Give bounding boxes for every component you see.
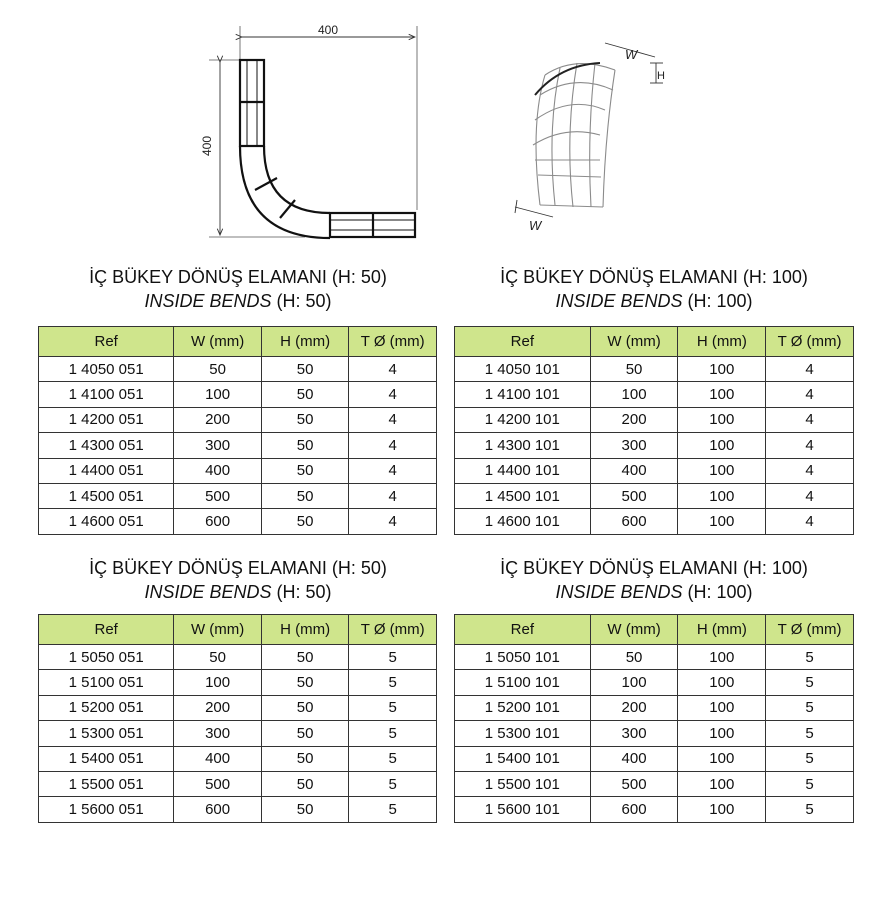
table-cell: 1 4500 051 [39,483,174,508]
table-cell: 50 [261,458,349,483]
table-cell: 1 5400 101 [455,746,591,771]
table-row [39,483,437,508]
column-header: H (mm) [678,327,766,357]
table-cell: 5 [766,746,854,771]
table-cell: 1 4600 101 [455,509,591,534]
table-cell: 5 [766,695,854,720]
table-cell: 5 [766,797,854,822]
table-row [455,509,854,534]
table-cell: 50 [590,357,678,382]
table-cell: 100 [678,645,766,670]
column-header: H (mm) [678,615,766,645]
table-row [455,407,854,432]
column-header: T Ø (mm) [349,327,437,357]
column-header: Ref [455,327,591,357]
table-row [39,382,437,407]
table-cell: 5 [766,645,854,670]
table-cell: 50 [174,357,262,382]
table-cell: 4 [766,509,854,534]
table-cell: 600 [590,509,678,534]
table-cell: 1 4200 051 [39,407,174,432]
isometric-wire-bend-drawing [505,35,675,235]
table-row [455,433,854,458]
table-cell: 300 [174,433,262,458]
table-row [39,509,437,534]
table-cell: 100 [678,407,766,432]
section-title: İÇ BÜKEY DÖNÜŞ ELAMANI (H: 100) [500,267,808,287]
table-cell: 1 4050 051 [39,357,174,382]
column-header: Ref [455,615,591,645]
table-cell: 200 [590,695,678,720]
table-cell: 50 [174,645,262,670]
table-cell: 100 [590,382,678,407]
table-cell: 1 5300 101 [455,721,591,746]
header-row [455,327,854,357]
table-cell: 100 [174,382,262,407]
plan-view-drawing [195,20,435,245]
table-cell: 100 [678,357,766,382]
table-cell: 1 5200 101 [455,695,591,720]
spec-table-4 [454,614,854,823]
section-subtitle-italic: INSIDE BENDS [555,291,683,311]
w-top-label: W [625,47,638,62]
table-cell: 4 [766,483,854,508]
table-cell: 4 [766,407,854,432]
column-header: Ref [39,615,174,645]
table-row [455,721,854,746]
table-cell: 500 [174,483,262,508]
section-caption-2 [453,265,855,313]
table-row [455,458,854,483]
table-cell: 4 [349,509,437,534]
table-cell: 100 [678,721,766,746]
table-cell: 1 5100 051 [39,670,174,695]
table-cell: 500 [174,771,262,796]
table-cell: 1 4500 101 [455,483,591,508]
table-cell: 1 4050 101 [455,357,591,382]
table-cell: 300 [174,721,262,746]
table-cell: 200 [174,695,262,720]
section-subtitle-italic: INSIDE BENDS [144,291,272,311]
column-header: H (mm) [261,327,349,357]
table-row [39,721,437,746]
table-cell: 4 [349,382,437,407]
section-subtitle-rest: (H: 100) [682,582,753,602]
table-cell: 100 [678,695,766,720]
table-cell: 1 5500 051 [39,771,174,796]
table-cell: 5 [766,771,854,796]
table-cell: 300 [590,721,678,746]
table-cell: 50 [261,721,349,746]
table-cell: 5 [349,670,437,695]
table-cell: 5 [349,797,437,822]
table-cell: 5 [349,771,437,796]
table-cell: 4 [349,407,437,432]
table-cell: 1 5600 101 [455,797,591,822]
table-row [455,483,854,508]
table-cell: 1 4300 051 [39,433,174,458]
table-cell: 1 4400 101 [455,458,591,483]
h-label: H [657,70,665,82]
table-row [455,746,854,771]
section-title: İÇ BÜKEY DÖNÜŞ ELAMANI (H: 100) [500,558,808,578]
column-header: W (mm) [174,327,262,357]
table-row [39,670,437,695]
section-subtitle-rest: (H: 50) [271,582,332,602]
table-cell: 1 5050 051 [39,645,174,670]
table-cell: 500 [590,771,678,796]
table-row [39,695,437,720]
section-subtitle-italic: INSIDE BENDS [144,582,272,602]
header-row [39,327,437,357]
table-cell: 50 [261,746,349,771]
table-cell: 4 [766,458,854,483]
w-bottom-label: W [529,218,542,233]
table-cell: 600 [174,797,262,822]
table-row [455,382,854,407]
table-cell: 4 [349,483,437,508]
table-cell: 500 [590,483,678,508]
table-row [39,357,437,382]
table-cell: 5 [349,746,437,771]
table-cell: 4 [349,357,437,382]
table-cell: 1 4600 051 [39,509,174,534]
table-cell: 1 5400 051 [39,746,174,771]
table-cell: 100 [678,746,766,771]
section-caption-4 [453,556,855,604]
table-cell: 200 [590,407,678,432]
column-header: T Ø (mm) [766,327,854,357]
table-cell: 50 [261,382,349,407]
table-cell: 1 4100 051 [39,382,174,407]
table-cell: 1 5300 051 [39,721,174,746]
table-cell: 200 [174,407,262,432]
table-row [39,746,437,771]
table-row [455,645,854,670]
table-cell: 1 4400 051 [39,458,174,483]
table-cell: 1 5100 101 [455,670,591,695]
table-cell: 400 [590,746,678,771]
table-row [39,645,437,670]
column-header: W (mm) [590,327,678,357]
table-cell: 600 [174,509,262,534]
column-header: T Ø (mm) [766,615,854,645]
table-cell: 1 4100 101 [455,382,591,407]
table-cell: 50 [261,695,349,720]
table-cell: 100 [678,670,766,695]
section-subtitle-rest: (H: 100) [682,291,753,311]
table-cell: 50 [261,509,349,534]
dimension-width-label: 400 [317,23,339,37]
table-cell: 1 5200 051 [39,695,174,720]
table-cell: 100 [678,771,766,796]
table-cell: 1 4300 101 [455,433,591,458]
table-row [39,433,437,458]
table-cell: 100 [678,483,766,508]
table-row [455,695,854,720]
table-cell: 100 [678,509,766,534]
table-cell: 100 [678,433,766,458]
column-header: H (mm) [261,615,349,645]
table-cell: 600 [590,797,678,822]
table-row [455,797,854,822]
table-cell: 1 5050 101 [455,645,591,670]
spec-table-3 [38,614,437,823]
table-cell: 4 [349,458,437,483]
table-row [455,357,854,382]
table-row [455,670,854,695]
column-header: W (mm) [174,615,262,645]
table-cell: 5 [766,670,854,695]
table-row [39,458,437,483]
table-cell: 50 [590,645,678,670]
column-header: T Ø (mm) [349,615,437,645]
table-row [39,407,437,432]
table-cell: 400 [590,458,678,483]
table-cell: 300 [590,433,678,458]
table-cell: 5 [349,695,437,720]
table-cell: 1 5600 051 [39,797,174,822]
section-caption-1 [38,265,438,313]
table-cell: 50 [261,483,349,508]
section-subtitle-italic: INSIDE BENDS [555,582,683,602]
table-row [39,771,437,796]
table-cell: 50 [261,797,349,822]
header-row [39,615,437,645]
table-cell: 5 [349,645,437,670]
table-cell: 100 [678,458,766,483]
table-cell: 5 [766,721,854,746]
spec-table-1 [38,326,437,535]
table-cell: 4 [766,433,854,458]
section-title: İÇ BÜKEY DÖNÜŞ ELAMANI (H: 50) [89,267,387,287]
table-cell: 4 [349,433,437,458]
table-cell: 5 [349,721,437,746]
dimension-height-label: 400 [200,135,214,157]
table-row [39,797,437,822]
table-row [455,771,854,796]
section-subtitle-rest: (H: 50) [271,291,332,311]
table-cell: 100 [590,670,678,695]
column-header: W (mm) [590,615,678,645]
table-cell: 4 [766,357,854,382]
header-row [455,615,854,645]
table-cell: 400 [174,746,262,771]
table-cell: 1 5500 101 [455,771,591,796]
section-title: İÇ BÜKEY DÖNÜŞ ELAMANI (H: 50) [89,558,387,578]
section-caption-3 [38,556,438,604]
table-cell: 400 [174,458,262,483]
table-cell: 50 [261,357,349,382]
table-cell: 4 [766,382,854,407]
spec-table-2 [454,326,854,535]
table-cell: 50 [261,407,349,432]
table-cell: 100 [678,797,766,822]
table-cell: 50 [261,433,349,458]
table-cell: 50 [261,645,349,670]
table-cell: 100 [678,382,766,407]
table-cell: 1 4200 101 [455,407,591,432]
table-cell: 100 [174,670,262,695]
table-cell: 50 [261,771,349,796]
column-header: Ref [39,327,174,357]
table-cell: 50 [261,670,349,695]
